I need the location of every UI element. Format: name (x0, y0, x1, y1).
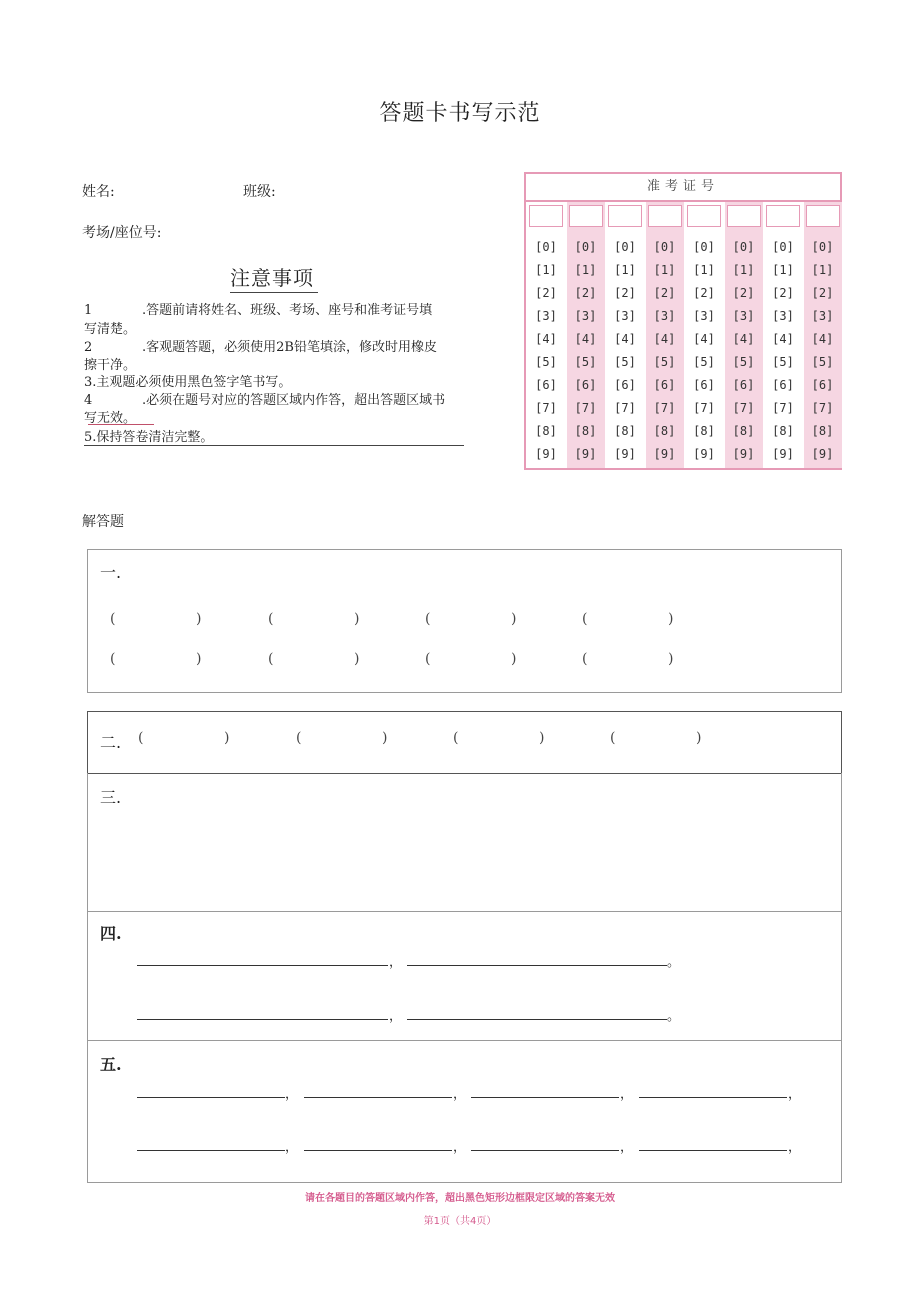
exam-id-bubble[interactable]: [3] (574, 309, 597, 323)
exam-id-bubble[interactable]: [8] (574, 424, 597, 438)
notice-rule: 3.主观题必须使用黑色签字笔书写。 (84, 375, 292, 390)
exam-id-bubble[interactable]: [8] (811, 424, 834, 438)
q1-answer-slot[interactable] (592, 611, 658, 627)
exam-id-bubble[interactable]: [0] (693, 240, 715, 254)
exam-id-bubble[interactable]: [1] (653, 263, 676, 277)
q5-blank-line[interactable] (639, 1150, 787, 1151)
exam-id-bubble[interactable]: [0] (574, 240, 597, 254)
notice-rule-number: 2 (84, 340, 93, 355)
q1-open-paren: ( (425, 651, 431, 667)
page-number: 第1页（共4页） (423, 1216, 497, 1227)
pencil-strike-mark (88, 424, 154, 425)
exam-id-column (567, 202, 605, 468)
exam-id-bubble[interactable]: [6] (614, 378, 636, 392)
exam-id-bubble[interactable]: [3] (811, 309, 834, 323)
q4-blank-line[interactable] (407, 965, 667, 966)
exam-id-bubble[interactable]: [3] (772, 309, 794, 323)
footer-warning: 请在各题目的答题区域内作答，超出黑色矩形边框限定区域的答案无效 (305, 1193, 615, 1204)
exam-id-bubble[interactable]: [0] (772, 240, 794, 254)
exam-id-bubble[interactable]: [9] (811, 447, 834, 461)
notice-bottom-rule (84, 445, 464, 446)
exam-id-bubble[interactable]: [3] (535, 309, 557, 323)
q1-answer-slot[interactable] (278, 611, 344, 627)
q1-close-paren: ) (196, 611, 202, 627)
q2-open-paren: ( (296, 730, 302, 746)
q4-punctuation: ， (389, 1009, 403, 1024)
exam-id-bubble[interactable]: [5] (811, 355, 834, 369)
q1-close-paren: ) (354, 651, 360, 667)
exam-id-bubble[interactable]: [1] (772, 263, 794, 277)
q5-punctuation: ， (620, 1087, 634, 1102)
notice-rule-text: .答题前请将姓名、班级、考场、座号和准考证号填 (142, 303, 433, 318)
exam-id-bubble[interactable]: [2] (732, 286, 755, 300)
notice-rule: 5.保持答卷清洁完整。 (84, 430, 214, 445)
exam-id-bubble[interactable]: [1] (732, 263, 755, 277)
exam-id-column (527, 202, 565, 468)
q1-close-paren: ) (354, 611, 360, 627)
q5-blank-line[interactable] (304, 1150, 452, 1151)
notice-rule-text: .客观题答题，必须使用2B铅笔填涂，修改时用橡皮 (142, 340, 437, 355)
q5-punctuation: ， (620, 1140, 634, 1155)
exam-id-bubble[interactable]: [7] (732, 401, 755, 415)
exam-id-column (764, 202, 802, 468)
q2-answer-slot[interactable] (463, 730, 529, 746)
q2-answer-box[interactable] (87, 711, 842, 774)
exam-id-write-cell[interactable] (687, 205, 721, 227)
exam-id-bubble[interactable]: [7] (614, 401, 636, 415)
exam-id-column (606, 202, 644, 468)
q1-close-paren: ) (511, 651, 517, 667)
q3-label: 三. (100, 788, 122, 807)
notice-title: 注意事项 (230, 266, 314, 290)
q2-answer-slot[interactable] (620, 730, 686, 746)
exam-id-bubble[interactable]: [6] (772, 378, 794, 392)
q4-punctuation: 。 (667, 955, 681, 970)
exam-id-bubble[interactable]: [2] (614, 286, 636, 300)
exam-id-bubble[interactable]: [2] (535, 286, 557, 300)
q1-open-paren: ( (425, 611, 431, 627)
exam-id-bubble[interactable]: [9] (772, 447, 794, 461)
exam-id-bubble[interactable]: [0] (811, 240, 834, 254)
exam-id-bubble[interactable]: [7] (535, 401, 557, 415)
exam-id-write-cell[interactable] (766, 205, 800, 227)
exam-id-bubble[interactable]: [7] (772, 401, 794, 415)
exam-id-bubble[interactable]: [8] (653, 424, 676, 438)
exam-id-column (725, 202, 763, 468)
q2-answer-slot[interactable] (148, 730, 214, 746)
notice-rule-text: .必须在题号对应的答题区域内作答，超出答题区域书 (142, 393, 446, 408)
exam-id-write-cell[interactable] (648, 205, 682, 227)
exam-id-bubble[interactable]: [1] (811, 263, 834, 277)
q1-open-paren: ( (110, 651, 116, 667)
exam-id-bubble[interactable]: [4] (811, 332, 834, 346)
exam-id-bubble[interactable]: [6] (693, 378, 715, 392)
exam-id-write-cell[interactable] (806, 205, 840, 227)
exam-id-write-cell[interactable] (569, 205, 603, 227)
q5-punctuation: ， (285, 1140, 299, 1155)
q4-blank-line[interactable] (407, 1019, 667, 1020)
q1-answer-slot[interactable] (120, 651, 186, 667)
q1-open-paren: ( (582, 651, 588, 667)
q2-open-paren: ( (453, 730, 459, 746)
exam-id-bubble[interactable]: [6] (732, 378, 755, 392)
q5-punctuation: ， (453, 1087, 467, 1102)
exam-id-bubble[interactable]: [4] (535, 332, 557, 346)
exam-id-bubble[interactable]: [1] (693, 263, 715, 277)
q2-open-paren: ( (138, 730, 144, 746)
class-label: 班级: (243, 184, 276, 200)
q5-blank-line[interactable] (137, 1150, 285, 1151)
exam-id-bubble[interactable]: [4] (614, 332, 636, 346)
q5-punctuation: ， (453, 1140, 467, 1155)
exam-id-bubble[interactable]: [6] (574, 378, 597, 392)
exam-id-bubble[interactable]: [3] (732, 309, 755, 323)
q2-close-paren: ) (539, 730, 545, 746)
q5-punctuation: ， (788, 1087, 802, 1102)
q2-label: 二. (100, 733, 122, 752)
q2-close-paren: ) (696, 730, 702, 746)
q1-close-paren: ) (196, 651, 202, 667)
q5-punctuation: ， (285, 1087, 299, 1102)
exam-id-bubble[interactable]: [5] (693, 355, 715, 369)
exam-id-bubble[interactable]: [4] (732, 332, 755, 346)
exam-id-bubble[interactable]: [3] (693, 309, 715, 323)
exam-id-column (804, 202, 842, 468)
exam-id-bubble[interactable]: [2] (574, 286, 597, 300)
exam-id-bubble[interactable]: [5] (732, 355, 755, 369)
q5-blank-line[interactable] (471, 1097, 619, 1098)
q1-answer-slot[interactable] (435, 611, 501, 627)
exam-id-bubble[interactable]: [5] (535, 355, 557, 369)
notice-title-underline (230, 292, 318, 293)
exam-id-bubble[interactable]: [6] (535, 378, 557, 392)
room-seat-label: 考场/座位号: (82, 225, 162, 241)
q1-close-paren: ) (668, 611, 674, 627)
q2-answer-slot[interactable] (306, 730, 372, 746)
q3-answer-box[interactable] (87, 773, 842, 912)
q1-open-paren: ( (268, 651, 274, 667)
exam-id-bubble[interactable]: [5] (653, 355, 676, 369)
notice-rule-number: 1 (84, 303, 93, 318)
exam-id-bubble[interactable]: [3] (614, 309, 636, 323)
exam-id-write-cell[interactable] (529, 205, 563, 227)
exam-id-bubble[interactable]: [9] (732, 447, 755, 461)
exam-id-title: 准考证号 (526, 174, 840, 202)
q1-answer-slot[interactable] (120, 611, 186, 627)
exam-id-bubble[interactable]: [7] (574, 401, 597, 415)
exam-id-bubble[interactable]: [8] (535, 424, 557, 438)
q5-answer-box[interactable] (87, 1040, 842, 1183)
q4-label: 四. (100, 924, 122, 943)
q2-close-paren: ) (224, 730, 230, 746)
exam-id-write-cell[interactable] (727, 205, 761, 227)
notice-rule-continued: 写清楚。 (84, 322, 137, 337)
notice-rule-continued: 写无效。 (84, 411, 137, 426)
exam-id-bubble[interactable]: [7] (811, 401, 834, 415)
q4-blank-line[interactable] (137, 965, 388, 966)
exam-id-grid (524, 172, 842, 470)
exam-id-bubble[interactable]: [5] (574, 355, 597, 369)
q1-open-paren: ( (110, 611, 116, 627)
name-label: 姓名: (82, 184, 115, 200)
exam-id-bubble[interactable]: [6] (811, 378, 834, 392)
notice-rule-number: 4 (84, 393, 93, 408)
q1-answer-slot[interactable] (435, 651, 501, 667)
q1-label: 一. (100, 563, 122, 582)
exam-id-bubble[interactable]: [1] (535, 263, 557, 277)
exam-id-bubble[interactable]: [5] (772, 355, 794, 369)
exam-id-bubble[interactable]: [9] (614, 447, 636, 461)
exam-id-bubble[interactable]: [8] (693, 424, 715, 438)
q5-blank-line[interactable] (137, 1097, 285, 1098)
q5-label: 五. (100, 1055, 122, 1074)
exam-id-bubble[interactable]: [7] (653, 401, 676, 415)
answers-section-label: 解答题 (82, 514, 124, 530)
q1-close-paren: ) (511, 611, 517, 627)
exam-id-bubble[interactable]: [2] (693, 286, 715, 300)
exam-id-bubble[interactable]: [4] (574, 332, 597, 346)
exam-id-bubble[interactable]: [9] (693, 447, 715, 461)
notice-rule (84, 303, 432, 318)
exam-id-bubble[interactable]: [0] (614, 240, 636, 254)
page-title: 答题卡书写示范 (379, 101, 541, 126)
exam-id-bubble[interactable]: [9] (653, 447, 676, 461)
exam-id-bubble[interactable]: [4] (772, 332, 794, 346)
q5-blank-line[interactable] (471, 1150, 619, 1151)
q5-blank-line[interactable] (304, 1097, 452, 1098)
q5-blank-line[interactable] (639, 1097, 787, 1098)
exam-id-bubble[interactable]: [3] (653, 309, 676, 323)
exam-id-bubble[interactable]: [1] (574, 263, 597, 277)
exam-id-bubble[interactable]: [0] (535, 240, 557, 254)
q2-close-paren: ) (382, 730, 388, 746)
exam-id-column (685, 202, 723, 468)
exam-id-column (646, 202, 684, 468)
exam-id-bubble[interactable]: [7] (693, 401, 715, 415)
exam-id-bubble[interactable]: [6] (653, 378, 676, 392)
q1-open-paren: ( (582, 611, 588, 627)
exam-id-bubble[interactable]: [4] (653, 332, 676, 346)
exam-id-bubble[interactable]: [9] (574, 447, 597, 461)
exam-id-bubble[interactable]: [0] (653, 240, 676, 254)
notice-rule (84, 393, 445, 408)
q5-punctuation: ， (788, 1140, 802, 1155)
exam-id-bubble[interactable]: [8] (732, 424, 755, 438)
notice-rule-continued: 擦干净。 (84, 358, 137, 373)
q4-punctuation: 。 (667, 1009, 681, 1024)
exam-id-bubble[interactable]: [0] (732, 240, 755, 254)
exam-id-bubble[interactable]: [8] (772, 424, 794, 438)
exam-id-bubble[interactable]: [2] (772, 286, 794, 300)
q1-answer-slot[interactable] (278, 651, 344, 667)
exam-id-bubble[interactable]: [9] (535, 447, 557, 461)
exam-id-write-cell[interactable] (608, 205, 642, 227)
notice-rule (84, 340, 437, 355)
q1-answer-slot[interactable] (592, 651, 658, 667)
exam-id-bubble[interactable]: [8] (614, 424, 636, 438)
exam-id-bubble[interactable]: [2] (811, 286, 834, 300)
q2-open-paren: ( (610, 730, 616, 746)
q4-blank-line[interactable] (137, 1019, 388, 1020)
exam-id-bubble[interactable]: [2] (653, 286, 676, 300)
q1-close-paren: ) (668, 651, 674, 667)
q1-answer-box[interactable] (87, 549, 842, 693)
q4-answer-box[interactable] (87, 911, 842, 1041)
q1-open-paren: ( (268, 611, 274, 627)
q4-punctuation: ， (389, 955, 403, 970)
exam-id-bubble[interactable]: [1] (614, 263, 636, 277)
exam-id-bubble[interactable]: [4] (693, 332, 715, 346)
exam-id-bubble[interactable]: [5] (614, 355, 636, 369)
